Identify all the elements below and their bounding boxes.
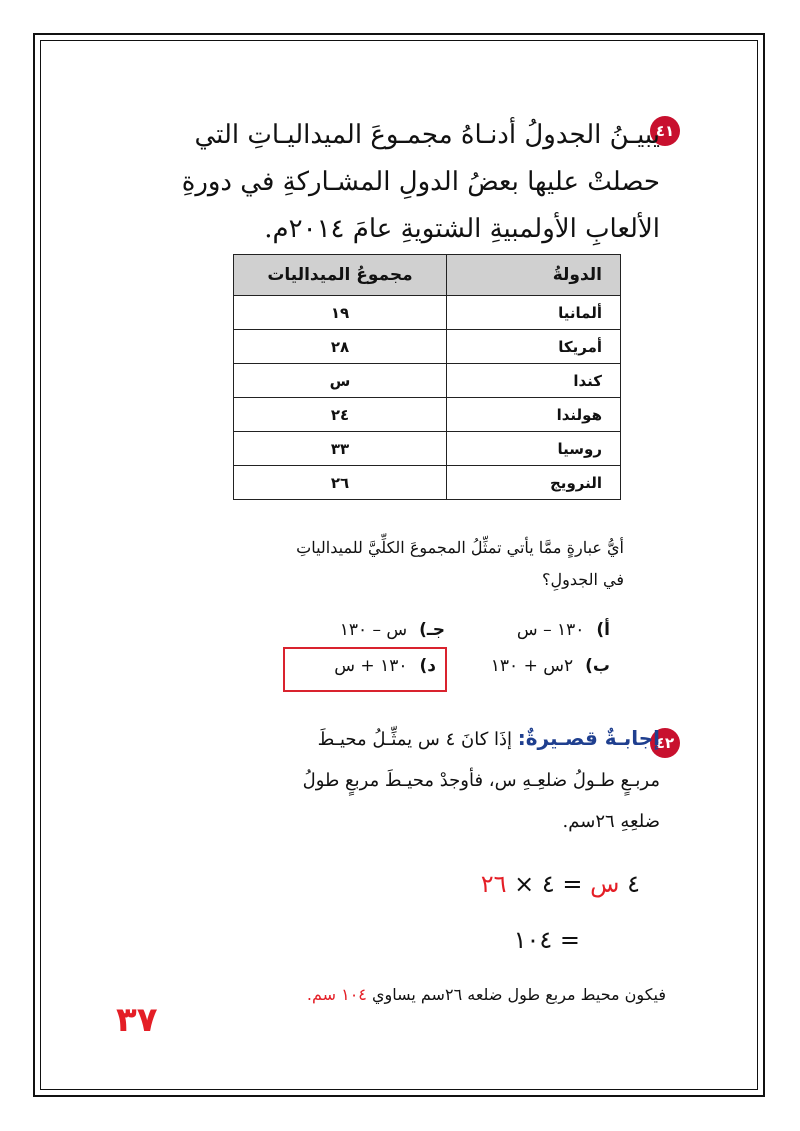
total-cell: س	[234, 364, 447, 398]
eq2-result: ١٠٤	[513, 926, 553, 954]
question-42-line-1-text: إذَا كانَ ٤ س يمثِّـلُ محيـطَ	[317, 729, 512, 750]
choice-a-label: أ)	[596, 620, 610, 640]
page-number: ٣٧	[116, 1000, 158, 1040]
question-42-statement	[190, 718, 660, 842]
medals-table-header-row	[234, 255, 621, 296]
eq1-factor-b: ٢٦	[480, 870, 507, 898]
country-cell: أمريكا	[447, 330, 621, 364]
conclusion-unit: سم.	[306, 985, 336, 1004]
choice-c-label: جـ)	[419, 620, 445, 640]
equation-step-1	[481, 870, 640, 898]
table-row	[234, 432, 621, 466]
table-row	[234, 466, 621, 500]
question-42-line-1	[190, 718, 660, 760]
table-row	[234, 398, 621, 432]
header-country: الدولةُ	[447, 255, 621, 296]
country-cell: النرويج	[447, 466, 621, 500]
eq1-variable: س	[590, 870, 620, 898]
country-cell: ألمانيا	[447, 296, 621, 330]
table-row	[234, 296, 621, 330]
correct-answer-highlight-box	[283, 647, 447, 692]
question-42-title: إجابـةٌ قصـيرةٌ:	[517, 726, 660, 750]
eq2-equals: =	[559, 926, 580, 954]
total-cell: ٣٣	[234, 432, 447, 466]
question-42-number: ٤٢	[655, 734, 675, 752]
choice-d-text: ١٣٠ + س	[334, 656, 408, 676]
question-42-line-3: ضلعِهِ ٢٦سم.	[562, 811, 660, 832]
question-41-prompt-line-2: في الجدولِ؟	[542, 570, 624, 589]
answer-conclusion	[307, 985, 666, 1004]
choice-c-text: س – ١٣٠	[339, 620, 408, 640]
question-41-prompt	[204, 532, 624, 596]
eq1-times: ×	[514, 870, 535, 898]
table-row	[234, 330, 621, 364]
medals-table	[233, 254, 621, 500]
question-41-line-3: الألعابِ الأولمبيةِ الشتويةِ عامَ ٢٠١٤م.	[264, 214, 660, 244]
question-41-prompt-line-1: أيُّ عبارةٍ ممَّا يأتي تمثِّلُ المجموعَ الكلِّيَّ للميدالياتِ	[296, 538, 624, 557]
header-total-medals: مجموعُ الميداليات	[234, 255, 447, 296]
question-41-line-1: يبيـنُ الجدولُ أدنـاهُ مجمـوعَ الميداليـاتِ التي	[194, 120, 660, 150]
choice-b-text: ٢س + ١٣٠	[490, 656, 574, 676]
conclusion-text: فيكون محيط مربع طول ضلعه ٢٦سم يساوي	[371, 985, 666, 1004]
choice-b-label: ب)	[585, 656, 610, 676]
country-cell: كندا	[447, 364, 621, 398]
question-41-statement	[140, 112, 660, 253]
question-41-line-2: حصلتْ عليها بعضُ الدولِ المشـاركةِ في دورةِ	[181, 167, 660, 197]
question-42-line-2: مربـعٍ طـولُ ضلعِـهِ س، فأوجدْ محيـطَ مربعٍ طولُ	[302, 770, 660, 791]
choice-b[interactable]	[491, 656, 610, 676]
table-row	[234, 364, 621, 398]
conclusion-value: ١٠٤	[341, 985, 367, 1004]
choice-a[interactable]	[517, 620, 610, 640]
eq1-coefficient: ٤	[627, 870, 640, 898]
eq1-equals: =	[562, 870, 583, 898]
total-cell: ١٩	[234, 296, 447, 330]
choice-d-label: د)	[419, 656, 436, 676]
country-cell: روسيا	[447, 432, 621, 466]
total-cell: ٢٤	[234, 398, 447, 432]
equation-step-2	[514, 926, 580, 954]
total-cell: ٢٨	[234, 330, 447, 364]
country-cell: هولندا	[447, 398, 621, 432]
question-41-number: ٤١	[655, 122, 675, 140]
total-cell: ٢٦	[234, 466, 447, 500]
eq1-factor-a: ٤	[541, 870, 555, 898]
choice-c[interactable]	[340, 620, 445, 640]
choice-a-text: ١٣٠ – س	[516, 620, 585, 640]
